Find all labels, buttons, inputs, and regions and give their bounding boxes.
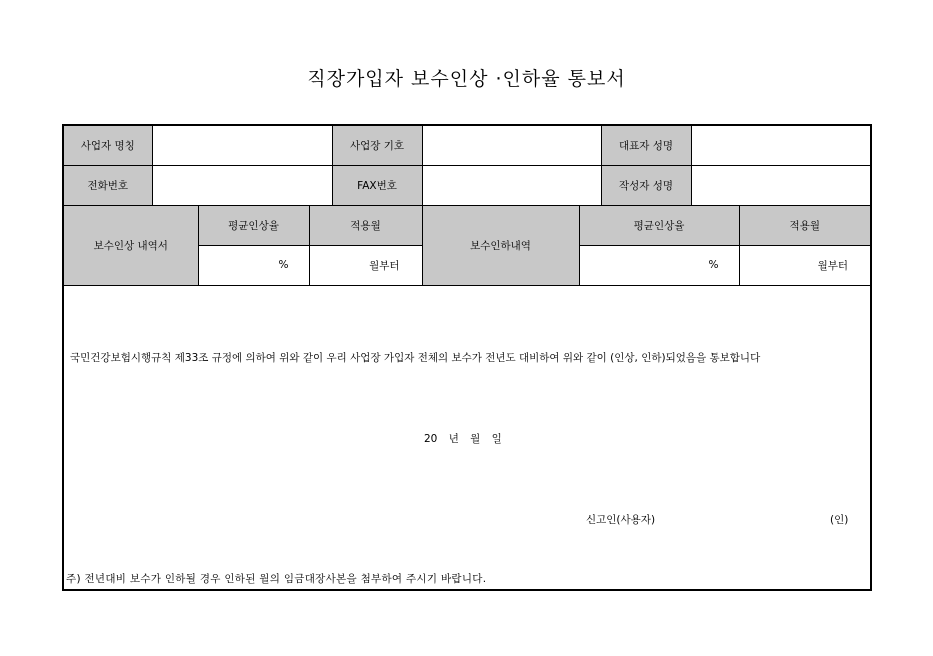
footnote: 주) 전년대비 보수가 인하될 경우 인하된 월의 임금대장사본을 첨부하여 주시기 바랍니다.	[66, 572, 487, 585]
employer-name-label: 사업자 명칭	[63, 125, 152, 165]
notice-body	[63, 285, 871, 590]
increase-avg-rate-field[interactable]: %	[198, 245, 309, 285]
reporter-label: 신고인(사용자)	[586, 513, 656, 526]
fax-field[interactable]	[422, 165, 601, 205]
increase-avg-rate-label: 평균인상율	[198, 205, 309, 245]
decrease-apply-month-field[interactable]: 월부터	[739, 245, 871, 285]
decrease-section-label: 보수인하내역	[422, 205, 579, 285]
seal-mark: (인)	[830, 513, 849, 526]
writer-field[interactable]	[691, 165, 871, 205]
fax-label: FAX번호	[332, 165, 422, 205]
representative-field[interactable]	[691, 125, 871, 165]
workplace-code-field[interactable]	[422, 125, 601, 165]
increase-section-label: 보수인상 내역서	[63, 205, 198, 285]
decrease-apply-month-label: 적용월	[739, 205, 871, 245]
notice-statement: 국민건강보험시행규칙 제33조 규정에 의하여 위와 같이 우리 사업장 가입자 전체의 보수가 전년도 대비하여 위와 같이 (인상, 인하)되었음을 통보합니다	[70, 351, 761, 364]
representative-label: 대표자 성명	[601, 125, 691, 165]
writer-label: 작성자 성명	[601, 165, 691, 205]
document-title: 직장가입자 보수인상 ·인하율 통보서	[307, 68, 626, 90]
phone-label: 전화번호	[63, 165, 152, 205]
employer-name-field[interactable]	[152, 125, 332, 165]
decrease-avg-rate-label: 평균인상율	[579, 205, 739, 245]
notice-form-table	[62, 124, 872, 591]
increase-apply-month-field[interactable]: 월부터	[309, 245, 422, 285]
phone-field[interactable]	[152, 165, 332, 205]
decrease-avg-rate-field[interactable]: %	[579, 245, 739, 285]
workplace-code-label: 사업장 기호	[332, 125, 422, 165]
increase-apply-month-label: 적용월	[309, 205, 422, 245]
date-line: 20 년 월 일	[424, 432, 502, 445]
